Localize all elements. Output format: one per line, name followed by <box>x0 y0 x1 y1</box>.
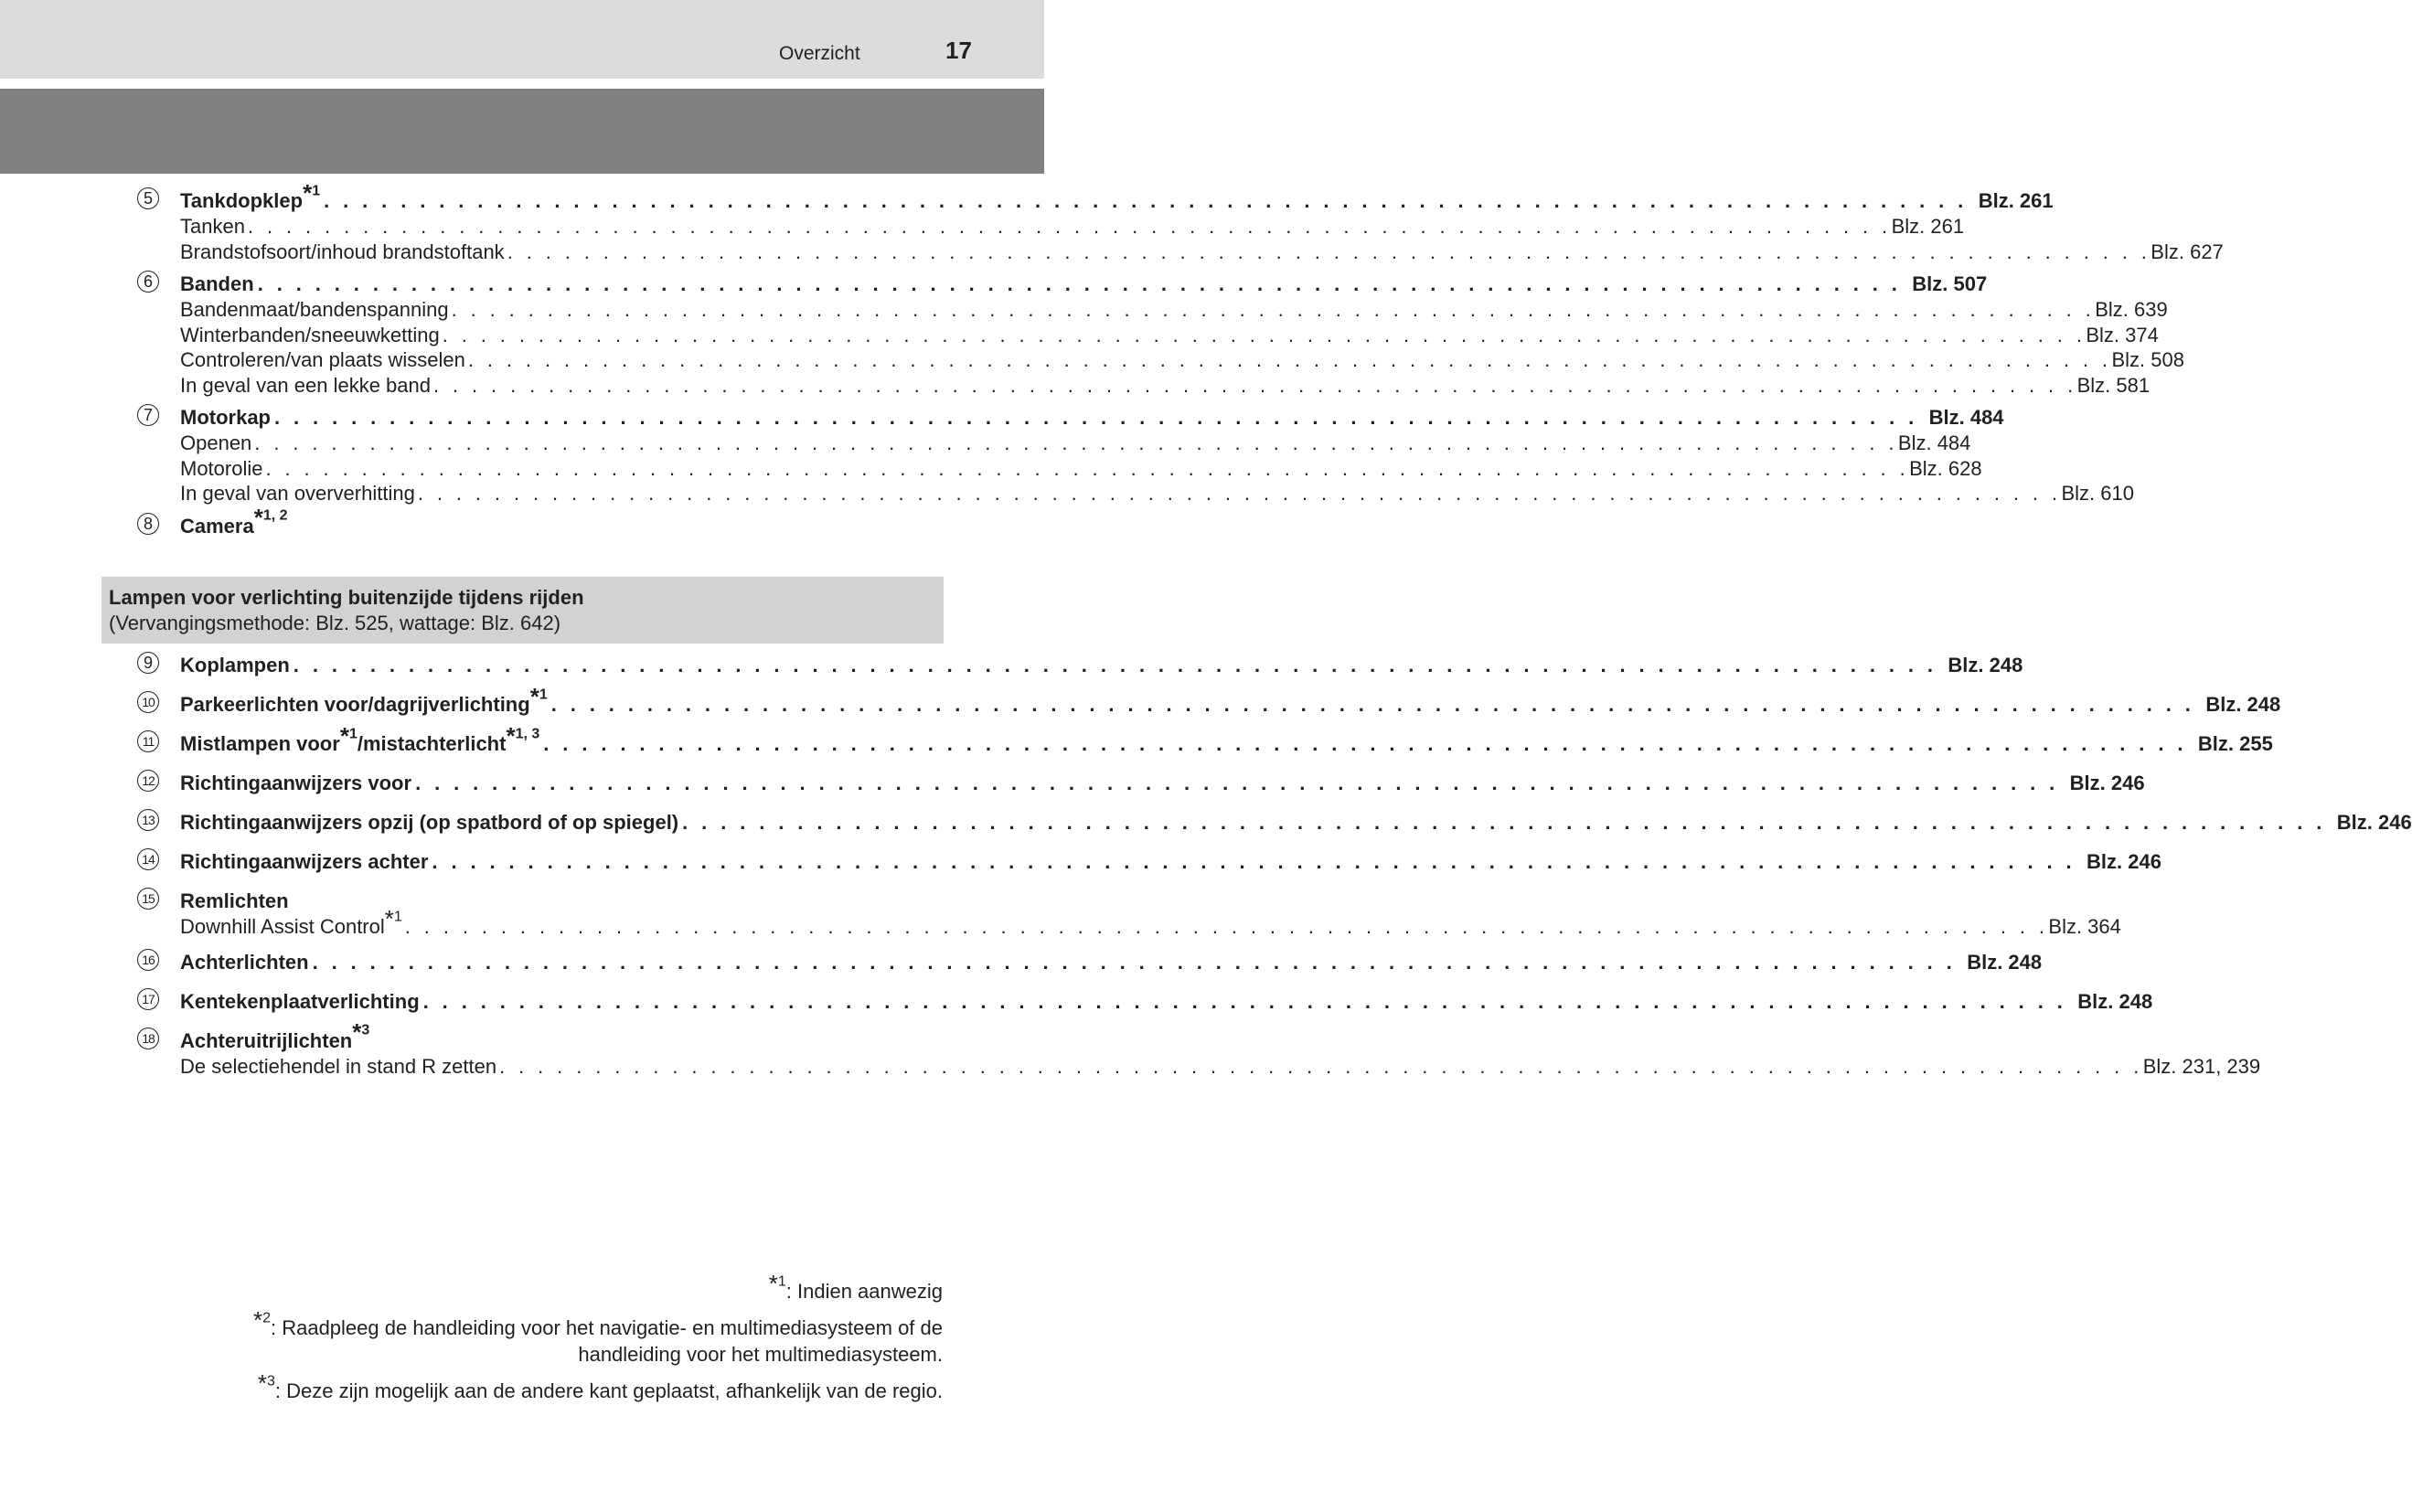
sub-page-ref: Blz. 484 <box>1897 431 1971 454</box>
item-number-badge: 5 <box>137 187 159 209</box>
entry-title-row <box>180 270 1988 297</box>
sub-page-ref: Blz. 508 <box>2111 348 2184 371</box>
list-item <box>137 769 2145 796</box>
dot-leader: . . . . . . . . . . . . . . . . . . . . . . . . . . . . . . . . . . . . . . . . . . . . . . . . . . . . . . . . . . . . . . . . . . . . . . . . . . . . . . . . . . . . . . <box>432 850 2076 873</box>
page-ref: Blz. 246 <box>2086 850 2161 873</box>
item-number-badge: 11 <box>137 730 159 752</box>
label-text: In geval van een lekke band <box>180 373 431 397</box>
label-text: Tanken <box>180 215 245 238</box>
footnote-ref-number: 1 <box>393 909 402 925</box>
entry-label <box>180 847 428 877</box>
entry-sub-row <box>180 323 2159 348</box>
footnote-ref-number: 1, 2 <box>262 507 288 524</box>
entry-sub-row <box>180 347 2184 373</box>
lamp-list <box>137 651 2412 1087</box>
dot-leader: . . . . . . . . . . . . . . . . . . . . . . . . . . . . . . . . . . . . . . . . . . . . . . . . . . . . . . . . . . . . . . . . . . . . . . . . . . . . . . . . . . . . . . <box>422 989 2067 1013</box>
entry-title-row <box>180 504 902 539</box>
dot-leader: . . . . . . . . . . . . . . . . . . . . . . . . . . . . . . . . . . . . . . . . . . . . . . . . . . . . . . . . . . . . . . . . . . . . . . . . . . . . . . . . . . . . . . <box>451 298 2096 321</box>
list-item <box>137 651 2023 678</box>
entry-title-row <box>180 808 2412 836</box>
page-ref: Blz. 248 <box>2205 693 2281 716</box>
page-ref: Blz. 248 <box>1967 950 2043 974</box>
label-text: Downhill Assist Control <box>180 915 385 938</box>
sub-page-ref: Blz. 261 <box>1891 215 1965 238</box>
item-number-badge: 17 <box>137 988 159 1010</box>
label-text: Achteruitrijlichten <box>180 1028 353 1052</box>
sub-label <box>180 456 262 482</box>
page-ref: Blz. 248 <box>2077 989 2153 1013</box>
entry-title-row <box>180 721 2273 757</box>
sub-page-ref: Blz. 374 <box>2086 323 2159 346</box>
entry-label <box>180 887 289 916</box>
footnote-ref: *1 <box>303 178 321 207</box>
entry-sub-row <box>180 240 2224 265</box>
entry-title-row <box>180 651 2023 678</box>
footnote-ref-number: 1, 3 <box>515 726 540 742</box>
dot-leader: . . . . . . . . . . . . . . . . . . . . . . . . . . . . . . . . . . . . . . . . . . . . . . . . . . . . . . . . . . . . . . . . . . . . . . . . . . . . . . . . . . . . . . <box>404 915 2049 938</box>
entry-sub-row <box>180 431 1971 456</box>
dot-leader: . . . . . . . . . . . . . . . . . . . . . . . . . . . . . . . . . . . . . . . . . . . . . . . . . . . . . . . . . . . . . . . . . . . . . . . . . . . . . . . . . . . . . . <box>499 1054 2143 1078</box>
dot-leader: . . . . . . . . . . . . . . . . . . . . . . . . . . . . . . . . . . . . . . . . . . . . . . . . . . . . . . . . . . . . . . . . . . . . . . . . . . . . . . . . . . . . . . <box>682 811 2326 834</box>
sub-label <box>180 323 440 348</box>
entry-title-row <box>180 178 2054 214</box>
list-item <box>137 721 2273 757</box>
dot-leader: . . . . . . . . . . . . . . . . . . . . . . . . . . . . . . . . . . . . . . . . . . . . . . . . . . . . . . . . . . . . . . . . . . . . . . . . . . . . . . . . . . . . . . <box>312 950 1957 974</box>
page-ref: Blz. 261 <box>1978 189 2054 212</box>
label-text: Controleren/van plaats wisselen <box>180 348 465 371</box>
dot-leader: . . . . . . . . . . . . . . . . . . . . . . . . . . . . . . . . . . . . . . . . . . . . . . . . . . . . . . . . . . . . . . . . . . . . . . . . . . . . . . . . . . . . . . <box>467 348 2112 371</box>
footnote-ref: *1 <box>529 682 548 710</box>
dot-leader: . . . . . . . . . . . . . . . . . . . . . . . . . . . . . . . . . . . . . . . . . . . . . . . . . . . . . . . . . . . . . . . . . . . . . . . . . . . . . . . . . . . . . . <box>274 406 1918 429</box>
entry-sub-row <box>180 1054 2261 1080</box>
entry-label <box>180 504 288 541</box>
list-item <box>137 178 2224 264</box>
label-text: Motorolie <box>180 456 263 480</box>
label-text: Richtingaanwijzers achter <box>180 850 429 873</box>
entry-label <box>180 682 548 719</box>
label-text: Remlichten <box>180 889 289 912</box>
sub-page-ref: Blz. 364 <box>2048 915 2121 938</box>
label-text: Camera <box>180 514 254 538</box>
label-text: Brandstofsoort/inhoud brandstoftank <box>180 240 505 263</box>
component-list-top <box>137 178 2224 545</box>
dot-leader: . . . . . . . . . . . . . . . . . . . . . . . . . . . . . . . . . . . . . . . . . . . . . . . . . . . . . . . . . . . . . . . . . . . . . . . . . . . . . . . . . . . . . . <box>265 456 1910 480</box>
list-item <box>137 948 2043 975</box>
label-text: Achterlichten <box>180 950 309 974</box>
footnote-marker: *2 <box>252 1305 271 1334</box>
page-ref: Blz. 246 <box>2336 811 2412 834</box>
lamp-section-title: Lampen voor verlichting buitenzijde tijdens rijden <box>109 586 584 609</box>
footnote-ref-number: 3 <box>361 1022 370 1038</box>
entry-label <box>180 721 540 759</box>
label-text: Koplampen <box>180 654 290 676</box>
list-item <box>137 403 2134 506</box>
entry-label <box>180 178 321 216</box>
entry-title-row <box>180 847 2161 875</box>
lamp-section-box <box>101 577 944 644</box>
footnote-marker: *3 <box>257 1368 275 1397</box>
entry-title-row <box>180 403 2004 431</box>
label-text: Richtingaanwijzers voor <box>180 772 412 794</box>
list-item <box>137 887 2121 940</box>
lamp-section-subtitle: (Vervangingsmethode: Blz. 525, wattage: Blz. 642) <box>109 612 561 634</box>
dot-leader: . . . . . . . . . . . . . . . . . . . . . . . . . . . . . . . . . . . . . . . . . . . . . . . . . . . . . . . . . . . . . . . . . . . . . . . . . . . . . . . . . . . . . . <box>432 373 2077 397</box>
sub-label <box>180 481 415 506</box>
footnote-ref-number: 1 <box>348 726 358 742</box>
page-number: 17 <box>945 37 972 64</box>
entry-label <box>180 948 309 977</box>
dot-leader: . . . . . . . . . . . . . . . . . . . . . . . . . . . . . . . . . . . . . . . . . . . . . . . . . . . . . . . . . . . . . . . . . . . . . . . . . . . . . . . . . . . . . . <box>415 772 2059 794</box>
entry-sub-row <box>180 373 2151 399</box>
entry-title-row <box>180 987 2153 1015</box>
sub-label <box>180 214 245 240</box>
entry-title-row <box>180 1018 902 1054</box>
sub-page-ref: Blz. 628 <box>1909 456 1982 480</box>
item-number-badge: 7 <box>137 404 159 426</box>
label-text: Richtingaanwijzers opzij (op spatbord of op spiegel) <box>180 811 679 834</box>
footnote-ref: *1, 3 <box>506 721 540 750</box>
page-ref: Blz. 507 <box>1912 272 1988 295</box>
list-item <box>137 682 2281 718</box>
dot-leader: . . . . . . . . . . . . . . . . . . . . . . . . . . . . . . . . . . . . . . . . . . . . . . . . . . . . . . . . . . . . . . . . . . . . . . . . . . . . . . . . . . . . . . <box>254 431 1898 454</box>
list-item <box>137 847 2161 875</box>
sub-page-ref: Blz. 627 <box>2151 240 2224 263</box>
list-item <box>137 808 2412 836</box>
dot-leader: . . . . . . . . . . . . . . . . . . . . . . . . . . . . . . . . . . . . . . . . . . . . . . . . . . . . . . . . . . . . . . . . . . . . . . . . . . . . . . . . . . . . . . <box>293 654 1937 676</box>
label-text: De selectiehendel in stand R zetten <box>180 1054 497 1078</box>
sub-label <box>180 431 251 456</box>
list-item <box>137 270 2184 398</box>
entry-sub-row <box>180 214 1965 240</box>
list-item <box>137 1018 2261 1080</box>
footnote-ref: *1 <box>339 721 358 750</box>
label-text: In geval van oververhitting <box>180 482 415 505</box>
label-text: Bandenmaat/bandenspanning <box>180 298 449 321</box>
sub-label <box>180 373 431 399</box>
entry-label <box>180 808 678 837</box>
page-ref: Blz. 255 <box>2197 732 2273 755</box>
sub-page-ref: Blz. 610 <box>2061 482 2134 505</box>
entry-label <box>180 987 420 1017</box>
sub-page-ref: Blz. 639 <box>2095 298 2168 321</box>
item-number-badge: 8 <box>137 513 159 535</box>
entry-sub-row <box>180 481 2134 506</box>
entry-sub-row <box>180 456 1982 482</box>
entry-label <box>180 651 290 680</box>
dot-leader: . . . . . . . . . . . . . . . . . . . . . . . . . . . . . . . . . . . . . . . . . . . . . . . . . . . . . . . . . . . . . . . . . . . . . . . . . . . . . . . . . . . . . . <box>247 215 1892 238</box>
footnote-1: $^{*^1}$: Indien aanwezig <box>768 1269 943 1303</box>
sub-label <box>180 240 505 265</box>
item-number-badge: 13 <box>137 809 159 831</box>
label-text: Winterbanden/sneeuwketting <box>180 323 440 346</box>
item-number-badge: 6 <box>137 271 159 293</box>
dot-leader: . . . . . . . . . . . . . . . . . . . . . . . . . . . . . . . . . . . . . . . . . . . . . . . . . . . . . . . . . . . . . . . . . . . . . . . . . . . . . . . . . . . . . . <box>324 189 1968 212</box>
label-text: Parkeerlichten voor/dagrijverlichting <box>180 693 530 716</box>
dot-leader: . . . . . . . . . . . . . . . . . . . . . . . . . . . . . . . . . . . . . . . . . . . . . . . . . . . . . . . . . . . . . . . . . . . . . . . . . . . . . . . . . . . . . . <box>257 272 1902 295</box>
sub-label <box>180 297 449 323</box>
label-text: Banden <box>180 272 254 295</box>
footnote-3: $^{*^3}$: Deze zijn mogelijk aan de andere kant geplaatst, afhankelijk van de regio. <box>257 1368 943 1402</box>
dot-leader: . . . . . . . . . . . . . . . . . . . . . . . . . . . . . . . . . . . . . . . . . . . . . . . . . . . . . . . . . . . . . . . . . . . . . . . . . . . . . . . . . . . . . . <box>507 240 2151 263</box>
label-text: /mistachterlicht <box>357 732 507 755</box>
header-band <box>0 89 1044 174</box>
dot-leader: . . . . . . . . . . . . . . . . . . . . . . . . . . . . . . . . . . . . . . . . . . . . . . . . . . . . . . . . . . . . . . . . . . . . . . . . . . . . . . . . . . . . . . <box>417 482 2062 505</box>
item-number-badge: 16 <box>137 949 159 971</box>
section-title: Overzicht <box>779 43 860 64</box>
sub-page-ref: Blz. 581 <box>2076 373 2151 397</box>
footnote-ref: *1, 2 <box>253 504 288 532</box>
entry-title-row <box>180 682 2281 718</box>
label-text: Openen <box>180 431 252 454</box>
dot-leader: . . . . . . . . . . . . . . . . . . . . . . . . . . . . . . . . . . . . . . . . . . . . . . . . . . . . . . . . . . . . . . . . . . . . . . . . . . . . . . . . . . . . . . <box>442 323 2086 346</box>
page-ref: Blz. 484 <box>1928 406 2004 429</box>
sub-label <box>180 1054 496 1080</box>
page-ref: Blz. 246 <box>2069 772 2145 794</box>
sub-page-ref: Blz. 231, 239 <box>2142 1054 2261 1078</box>
footnote-ref-number: 1 <box>312 183 321 199</box>
label-text: Mistlampen voor <box>180 732 340 755</box>
entry-title-row <box>180 769 2145 796</box>
item-number-badge: 14 <box>137 848 159 870</box>
entry-label <box>180 403 271 432</box>
label-text: Motorkap <box>180 406 271 429</box>
dot-leader: . . . . . . . . . . . . . . . . . . . . . . . . . . . . . . . . . . . . . . . . . . . . . . . . . . . . . . . . . . . . . . . . . . . . . . . . . . . . . . . . . . . . . . <box>543 732 2187 755</box>
label-text: Kentekenplaatverlichting <box>180 989 420 1013</box>
footnote-2: $^{*^2}$: Raadpleeg de handleiding voor het navigatie- en multimediasysteem of de handleiding voor het multimediasysteem. <box>252 1305 943 1366</box>
entry-title-row <box>180 887 902 914</box>
entry-label <box>180 270 254 299</box>
footnote-ref-number: 1 <box>539 687 548 703</box>
list-item <box>137 987 2153 1015</box>
item-number-badge: 18 <box>137 1028 159 1049</box>
page-ref: Blz. 248 <box>1948 654 2023 676</box>
item-number-badge: 10 <box>137 691 159 713</box>
entry-label <box>180 1018 370 1056</box>
sub-label <box>180 347 465 373</box>
entry-title-row <box>180 948 2043 975</box>
sub-label <box>180 904 402 940</box>
item-number-badge: 15 <box>137 888 159 910</box>
footnote-ref: *3 <box>352 1018 370 1047</box>
item-number-badge: 9 <box>137 652 159 674</box>
list-item <box>137 504 902 539</box>
entry-sub-row <box>180 904 2121 940</box>
header-bar <box>0 0 1044 79</box>
footnote-marker: *1 <box>768 1269 786 1297</box>
footnote-ref: *1 <box>384 904 402 932</box>
entry-label <box>180 769 411 798</box>
item-number-badge: 12 <box>137 770 159 792</box>
entry-sub-row <box>180 297 2168 323</box>
dot-leader: . . . . . . . . . . . . . . . . . . . . . . . . . . . . . . . . . . . . . . . . . . . . . . . . . . . . . . . . . . . . . . . . . . . . . . . . . . . . . . . . . . . . . . <box>550 693 2195 716</box>
label-text: Tankdopklep <box>180 189 304 212</box>
